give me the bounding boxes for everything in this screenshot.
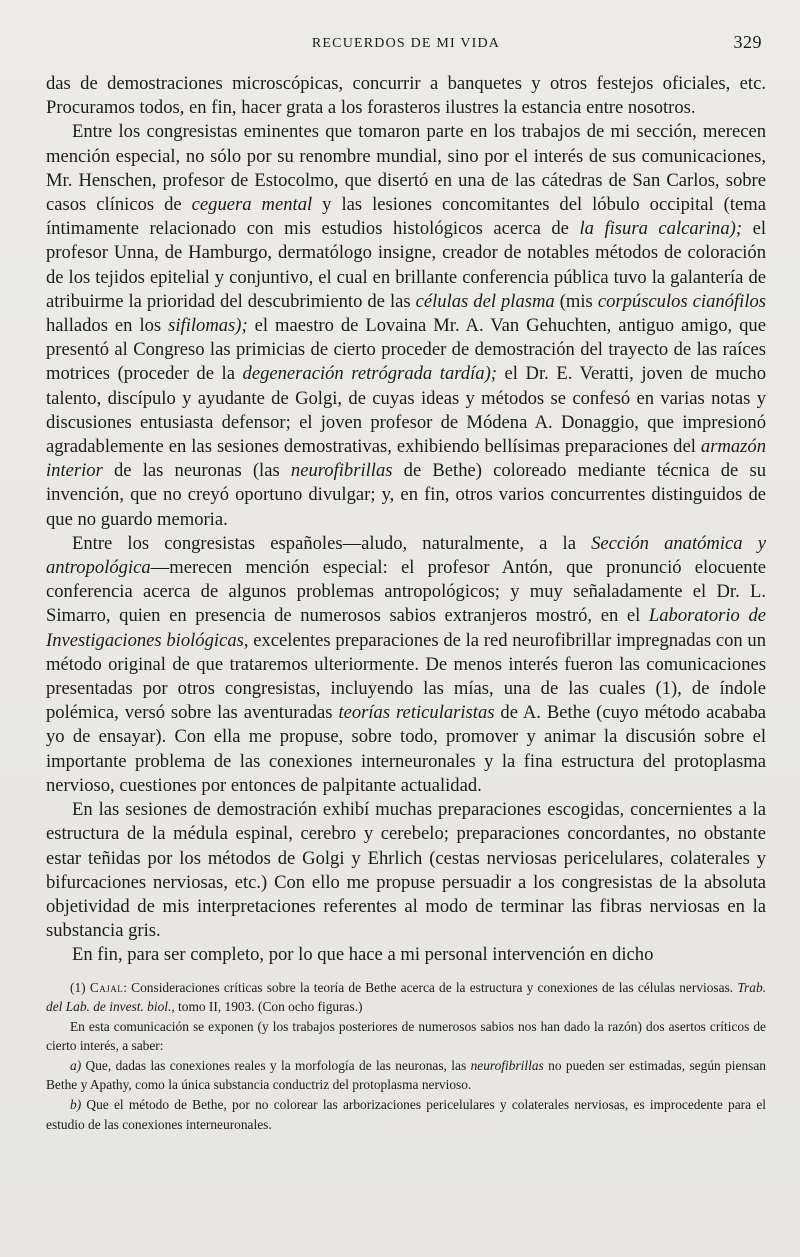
italic-text: la fisura calcarina); xyxy=(579,218,743,240)
footnote-paragraph xyxy=(46,1017,766,1056)
text-run: el profesor Unna, de Hamburgo, dermatólogo insigne, creador de notables métodos de coloración de los tejidos epitelial y conjuntivo, el cual en brillante conferencia pública tuvo la galantería de atribuirme la prioridad del descubrimiento de las xyxy=(46,218,766,312)
text-run: Entre los congresistas eminentes que tomaron parte en los trabajos de mi sección, merecen mención especial, no sólo por su renombre mundial, sino por el interés de sus comunicaciones, Mr. Henschen, profesor de Estocolmo, que disertó en una de las cátedras de San Carlos, sobre casos clínicos de xyxy=(46,121,766,216)
body-text xyxy=(46,72,766,968)
italic-text: ceguera mental xyxy=(191,194,313,216)
text-run: : Consideraciones críticas sobre la teoría de Bethe acerca de la estructura y conexiones de las células nerviosas. xyxy=(123,979,738,995)
italic-text: degeneración retrógrada tardía); xyxy=(242,363,497,385)
paragraph xyxy=(46,72,766,120)
page-header xyxy=(46,28,766,58)
paragraph xyxy=(46,943,766,967)
text-run: , excelentes preparaciones de la red neurofibrillar impregnadas con un método original de que trataremos ulteriormente. De menos interés fueron las comunicaciones presentadas por otros congresistas, incluyendo las mías, una de las cuales (1), de índole polémica, versó sobre las aventuradas xyxy=(46,629,766,724)
footnotes xyxy=(46,978,766,1135)
italic-text: Laboratorio de Investigaciones biológicas xyxy=(46,605,767,651)
text-run: y las lesiones concomitantes del lóbulo occipital (tema íntimamente relacionado con mis estudios histológicos acerca de xyxy=(46,194,767,240)
text-run: de Bethe) coloreado mediante técnica de su invención, que no creyó oportuno divulgar; y, en fin, otros varios concurrentes distinguidos de que no guardo memoria. xyxy=(46,460,766,530)
italic-text: Sección anatómica y antropológica xyxy=(46,532,766,579)
text-run: , tomo II, 1903. (Con ocho figuras.) xyxy=(171,999,363,1015)
paragraph xyxy=(46,120,766,531)
text-run: el maestro de Lovaina Mr. A. Van Gehuchten, antiguo amigo, que presentó al Congreso las primicias de cierto proceder de demostración del trayecto de las raíces motrices (proceder de la xyxy=(46,315,766,385)
paragraph xyxy=(46,798,766,943)
italic-text: a) xyxy=(70,1057,82,1073)
text-run: Que el método de Bethe, por no colorear las arborizaciones pericelulares y colaterales nerviosas, es improcedente para el estudio de las conexiones interneuronales. xyxy=(46,1097,766,1132)
italic-text: armazón interior xyxy=(46,436,766,482)
author-name: Cajal xyxy=(89,979,124,995)
text-run: En las sesiones de demostración exhibí muchas preparaciones escogidas, concernientes a la estructura de la médula espinal, cerebro y cerebelo; preparaciones concordantes, no obstante estar teñidas por los métodos de Golgi y Ehrlich (cestas nerviosas pericelulares, colaterales y bifurcaciones nerviosas, etc.) Con ello me propuse persuadir a los congresistas de la absoluta objetividad de mis interpretaciones referentes al modo de terminar las fibras nerviosas en la substancia gris. xyxy=(46,799,766,942)
text-run: —merecen mención especial: el profesor Antón, que pronunció elocuente conferencia acerca de algunos problemas antropológicos; y muy señaladamente el Dr. L. Simarro, quien en presencia de numerosos sabios extranjeros mostró, en el xyxy=(46,557,766,627)
paragraph xyxy=(46,532,766,798)
italic-text: neurofibrillas xyxy=(290,460,393,482)
text-run: En esta comunicación se exponen (y los trabajos posteriores de numerosos sabios nos han dado la razón) dos asertos críticos de cierto interés, a saber: xyxy=(46,1018,766,1054)
italic-text: neurofibrillas xyxy=(470,1057,544,1073)
italic-text: teorías reticularistas xyxy=(338,702,495,724)
italic-text: Trab. del Lab. de invest. biol. xyxy=(46,979,767,1015)
text-run: Que, dadas las conexiones reales y la morfología de las neuronas, las xyxy=(81,1057,471,1073)
text-run: no pueden ser estimadas, según piensan Bethe y Apathy, como la única substancia conductriz del protoplasma nervioso. xyxy=(46,1057,767,1093)
italic-text: sifilomas); xyxy=(168,315,248,337)
italic-text: b) xyxy=(70,1097,82,1113)
running-head: RECUERDOS DE MI VIDA xyxy=(311,36,501,51)
footnote-paragraph xyxy=(46,978,766,1017)
text-run: En fin, para ser completo, por lo que hace a mi personal intervención en dicho xyxy=(72,944,654,966)
italic-text: corpúsculos cianófilos xyxy=(597,290,767,312)
text-run: de A. Bethe (cuyo método acababa yo de ensayar). Con ella me propuse, sobre todo, promover y animar la discusión sobre el importante problema de las conexiones interneuronales y la fina estructura del protoplasma nervioso, cuestiones por entonces de palpitante actualidad. xyxy=(46,702,766,796)
italic-text: células del plasma xyxy=(415,290,555,312)
page-number: 329 xyxy=(733,32,762,52)
text-run: (mis xyxy=(554,290,598,312)
text-run: de las neuronas (las xyxy=(102,460,291,482)
footnote-paragraph xyxy=(46,1056,766,1095)
text-run: hallados en los xyxy=(46,315,169,337)
text-run: (1) xyxy=(70,979,90,995)
footnote-paragraph xyxy=(46,1095,766,1134)
text-run: das de demostraciones microscópicas, concurrir a banquetes y otros festejos oficiales, etc. Procuramos todos, en fin, hacer grata a los forasteros ilustres la estancia entre nosotros. xyxy=(46,73,766,119)
text-run: el Dr. E. Veratti, joven de mucho talento, discípulo y ayudante de Golgi, de cuyas ideas y métodos se confesó en varias notas y discusiones entusiasta defensor; el joven profesor de Módena A. Donaggio, que impresionó agradablemente en las sesiones demostrativas, exhibiendo bellísimas preparaciones del xyxy=(46,363,766,458)
text-run: Entre los congresistas españoles—aludo, naturalmente, a la xyxy=(72,532,592,554)
